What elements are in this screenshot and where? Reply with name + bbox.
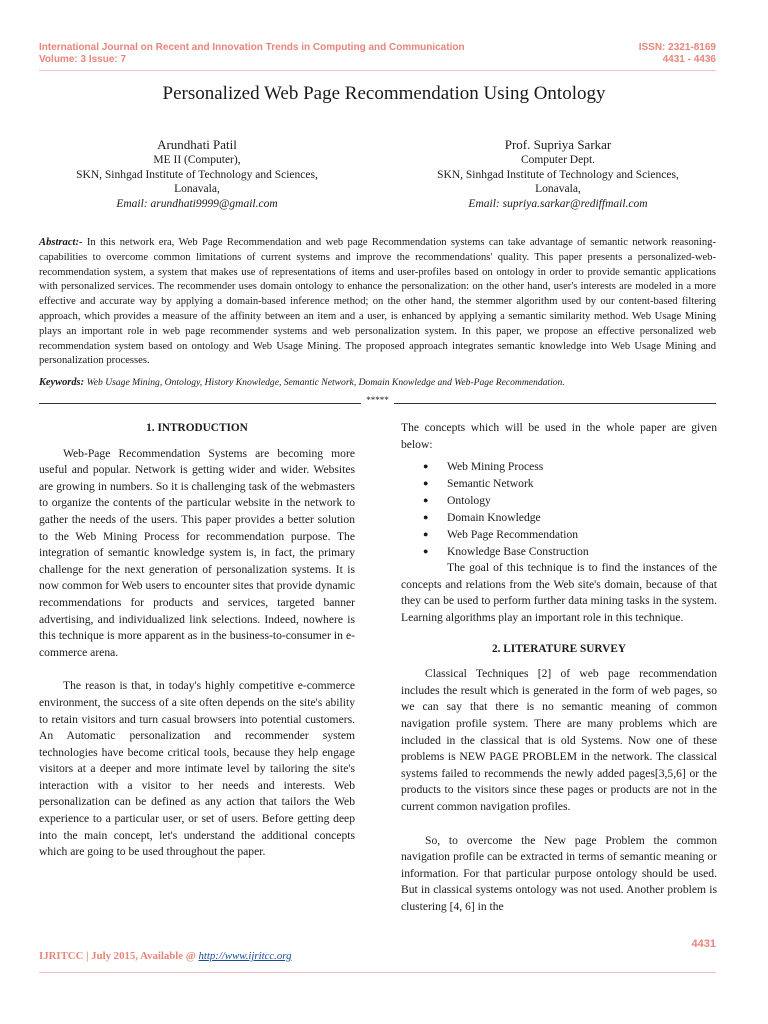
bullet-icon: ● — [423, 495, 429, 506]
author-email: Email: arundhati9999@gmail.com — [116, 197, 278, 210]
paragraph: Classical Techniques [2] of web page recommendation includes the result which is generated in the form of web pages, so we can say that there is no semantic meaning of common navigation profile system. There are many problems which are included in the classical that is old Systems. Now one of these problems is NEW PAGE PROBLEM in the network. The classical systems failed to recommends the newly added pages[3,5,6] or the products to the visitors since these pages or products are not in the current common navigation profiles. — [401, 667, 717, 813]
footer-link[interactable]: http://www.ijritcc.org — [198, 950, 292, 962]
header-divider — [39, 70, 716, 71]
footer-text: IJRITCC | July 2015, Available @ — [39, 950, 199, 962]
list-item: ● Web Page Recommendation — [423, 528, 579, 542]
separator-rule-right — [394, 403, 716, 404]
author-affiliation-line: Lonavala, — [174, 183, 220, 195]
bullet-icon: ● — [423, 546, 429, 557]
page-number: 4431 — [691, 938, 716, 950]
paragraph: The concepts which will be used in the whole paper are given below: — [401, 421, 717, 451]
right-column — [401, 420, 717, 915]
bullet-icon: ● — [423, 529, 429, 540]
list-item: ● Web Mining Process — [423, 460, 544, 474]
issn: ISSN: 2321-8169 — [638, 42, 716, 53]
list-item: ● Ontology — [423, 494, 491, 508]
section-heading-literature-survey: 2. LITERATURE SURVEY — [491, 642, 627, 655]
footer-divider — [39, 972, 716, 973]
author-affiliation-line: Computer Dept. — [520, 154, 596, 166]
bullet-icon: ● — [423, 461, 429, 472]
author-affiliation-line: Lonavala, — [535, 183, 581, 195]
page-range: 4431 - 4436 — [662, 54, 716, 65]
keywords-text: Web Usage Mining, Ontology, History Knowledge, Semantic Network, Domain Knowledge and Web-Page Recommendation. — [86, 377, 565, 388]
left-column — [39, 420, 355, 861]
list-item: ● Domain Knowledge — [423, 511, 541, 525]
paragraph: The reason is that, in today's highly competitive e-commerce environment, the success of a site often depends on the site's ability to retain visitors and turn casual browsers into potential customers. An Automatic personalization and recommender system technologies have become critical tools, because they help engage visitors at a deeper and more intimate level by tailoring the site's interaction with a visitor to her needs and interests. Web personalization can be defined as any action that tailors the Web experience to a particular user, or set of users. Before getting deep into the main concept, let's understand the additional concepts which are going to be used throughout the paper. — [39, 679, 355, 859]
paragraph: The goal of this technique is to find the instances of the concepts and relations from the Web site's domain, because of that they can be used to perform further data mining tasks in the system. Learning algorithms play an important role in this technique. — [401, 561, 717, 624]
abstract-text: In this network era, Web Page Recommendation and web page Recommendation systems can take advantage of semantic network reasoning-capabilities to overcome common limitations of current systems and improve the recommendations' quality. This paper presents a personalized-web-recommendation system, a system that makes use of representations of items and user-profiles based on ontology in order to provide semantic applications with personalized services. The recommender uses domain ontology to enhance the personalization: on the other hand, user's interests are modeled in a more effective and accurate way by applying a domain-based inference method; on the other hand, the stemmer algorithm used by our content-based filtering approach, which provides a measure of the affinity between an item and a user, is enhanced by applying a semantic similarity method. Web Usage Mining plays an important role in web page recommender systems and web personalization system. In this paper, we propose an effective personalized web recommendation system based on ontology and Web Usage Mining. The proposed approach integrates semantic knowledge into Web Usage Mining and personalization processes. — [39, 237, 717, 367]
author-block-2 — [393, 137, 723, 211]
abstract — [39, 236, 716, 369]
paper-title: Personalized Web Page Recommendation Using Ontology — [162, 83, 606, 104]
list-item: ● Knowledge Base Construction — [423, 545, 589, 559]
abstract-label: Abstract:- — [39, 237, 83, 248]
bullet-icon: ● — [423, 512, 429, 523]
list-item: ● Semantic Network — [423, 477, 534, 491]
section-heading-introduction: 1. INTRODUCTION — [146, 422, 248, 434]
separator-rule-left — [39, 403, 361, 404]
author-block-1 — [32, 137, 362, 211]
separator-stars: ***** — [366, 395, 389, 405]
paragraph: So, to overcome the New page Problem the common navigation profile can be extracted in terms of semantic meaning or information. For that particular purpose ontology should be used. But in classical systems ontology was not used. Another problem is clustering [4, 6] in the — [401, 833, 717, 913]
journal-volume: Volume: 3 Issue: 7 — [39, 54, 127, 65]
author-name: Prof. Supriya Sarkar — [504, 137, 612, 152]
keywords-label: Keywords: — [39, 377, 85, 388]
journal-header — [39, 42, 465, 66]
paragraph: Web-Page Recommendation Systems are becoming more useful and popular. Network is getting wider and wider. Websites are growing in numbers. So it is challenging task of the webmasters to organize the contents of the particular website in the network to gather the needs of the users. This paper provides a better solution to the Web Mining Process for recommendation purpose. The integration of semantic knowledge system is, in fact, the primary challenge for the next generation of personalization systems. It is now common for Web users to encounter sites that provide dynamic recommendations for products and services, targeted banner advertising, and individualized link selections. Indeed, nowhere is this technique is more apparent as in the business-to-consumer in e-commerce arena. — [39, 446, 355, 659]
issn-header — [639, 42, 716, 66]
section-separator — [39, 395, 716, 409]
author-affiliation-line: SKN, Sinhgad Institute of Technology and Sciences, — [437, 168, 679, 181]
footer — [39, 950, 291, 962]
author-email: Email: supriya.sarkar@rediffmail.com — [468, 197, 648, 210]
author-name: Arundhati Patil — [157, 137, 237, 152]
author-affiliation-line: SKN, Sinhgad Institute of Technology and Sciences, — [76, 168, 318, 181]
journal-name: International Journal on Recent and Innovation Trends in Computing and Communication — [39, 42, 465, 53]
author-affiliation-line: ME II (Computer), — [153, 154, 241, 166]
keywords — [39, 376, 716, 390]
bullet-icon: ● — [423, 478, 429, 489]
concept-list — [401, 458, 717, 560]
